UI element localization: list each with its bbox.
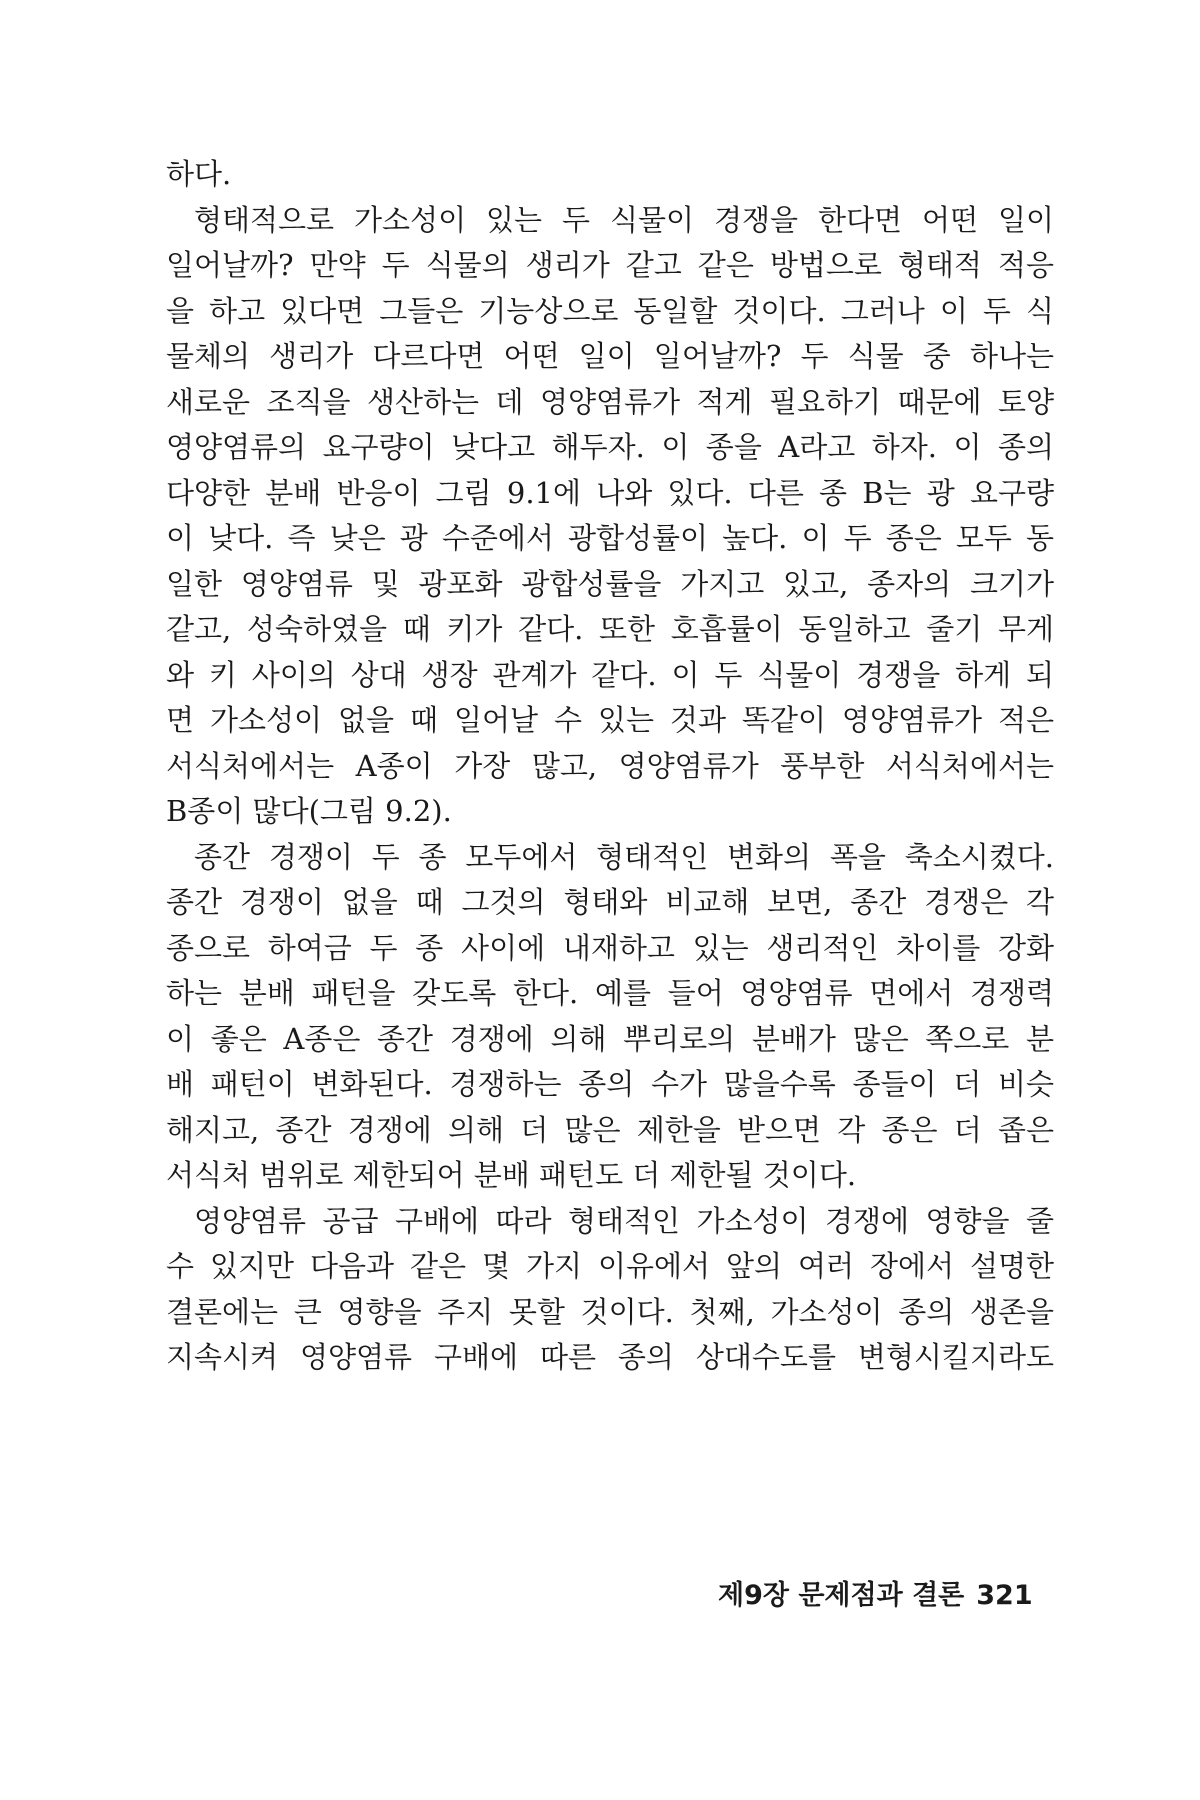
- text-line: B종이 많다(그림 9.2).: [166, 794, 452, 828]
- text-line: 다양한 분배 반응이 그림 9.1에 나와 있다. 다른 종 B는 광 요구량: [166, 475, 1054, 510]
- text-line: 배 패턴이 변화된다. 경쟁하는 종의 수가 많을수록 종들이 더 비슷: [166, 1067, 1054, 1101]
- text-line: 이 좋은 A종은 종간 경쟁에 의해 뿌리로의 분배가 많은 쪽으로 분: [166, 1021, 1054, 1056]
- text-line: 하다.: [166, 157, 232, 191]
- body-text: [166, 152, 1054, 1381]
- text-line: 일어날까? 만약 두 식물의 생리가 같고 같은 방법으로 형태적 적응: [166, 248, 1054, 282]
- text-line: 같고, 성숙하였을 때 키가 같다. 또한 호흡률이 동일하고 줄기 무게: [166, 612, 1054, 646]
- page-footer: [718, 1573, 1033, 1612]
- paragraph-start-line: 형태적으로 가소성이 있는 두 식물이 경쟁을 한다면 어떤 일이: [194, 202, 1054, 237]
- text-line: 해지고, 종간 경쟁에 의해 더 많은 제한을 받으면 각 종은 더 좁은: [166, 1112, 1054, 1147]
- text-line: 일한 영양염류 및 광포화 광합성률을 가지고 있고, 종자의 크기가: [166, 566, 1054, 601]
- page-number: 321: [976, 1580, 1033, 1611]
- text-line: 결론에는 큰 영향을 주지 못할 것이다. 첫째, 가소성이 종의 생존을: [166, 1294, 1054, 1329]
- text-line: 와 키 사이의 상대 생장 관계가 같다. 이 두 식물이 경쟁을 하게 되: [166, 657, 1054, 692]
- text-line: 면 가소성이 없을 때 일어날 수 있는 것과 똑같이 영양염류가 적은: [166, 703, 1054, 737]
- text-line: 물체의 생리가 다르다면 어떤 일이 일어날까? 두 식물 중 하나는: [166, 339, 1054, 373]
- text-line: 종으로 하여금 두 종 사이에 내재하고 있는 생리적인 차이를 강화: [166, 930, 1054, 965]
- paragraph-start-line: 영양염류 공급 구배에 따라 형태적인 가소성이 경쟁에 영향을 줄: [194, 1203, 1054, 1238]
- text-line: 을 하고 있다면 그들은 기능상으로 동일할 것이다. 그러나 이 두 식: [166, 293, 1054, 328]
- text-line: 영양염류의 요구량이 낮다고 해두자. 이 종을 A라고 하자. 이 종의: [166, 430, 1054, 464]
- text-line: 하는 분배 패턴을 갖도록 한다. 예를 들어 영양염류 면에서 경쟁력: [166, 976, 1054, 1010]
- paragraph-start-line: 종간 경쟁이 두 종 모두에서 형태적인 변화의 폭을 축소시켰다.: [194, 839, 1054, 874]
- text-line: 종간 경쟁이 없을 때 그것의 형태와 비교해 보면, 종간 경쟁은 각: [166, 885, 1054, 919]
- text-line: 지속시켜 영양염류 구배에 따른 종의 상대수도를 변형시킬지라도: [166, 1340, 1054, 1374]
- text-line: 새로운 조직을 생산하는 데 영양염류가 적게 필요하기 때문에 토양: [166, 384, 1054, 419]
- text-line: 이 낮다. 즉 낮은 광 수준에서 광합성률이 높다. 이 두 종은 모두 동: [166, 521, 1054, 555]
- running-footer-chapter: 제9장 문제점과 결론: [718, 1580, 965, 1611]
- text-line: 서식처 범위로 제한되어 분배 패턴도 더 제한될 것이다.: [166, 1158, 857, 1192]
- text-line: 수 있지만 다음과 같은 몇 가지 이유에서 앞의 여러 장에서 설명한: [166, 1249, 1054, 1283]
- text-line: 서식처에서는 A종이 가장 많고, 영양염류가 풍부한 서식처에서는: [166, 748, 1054, 783]
